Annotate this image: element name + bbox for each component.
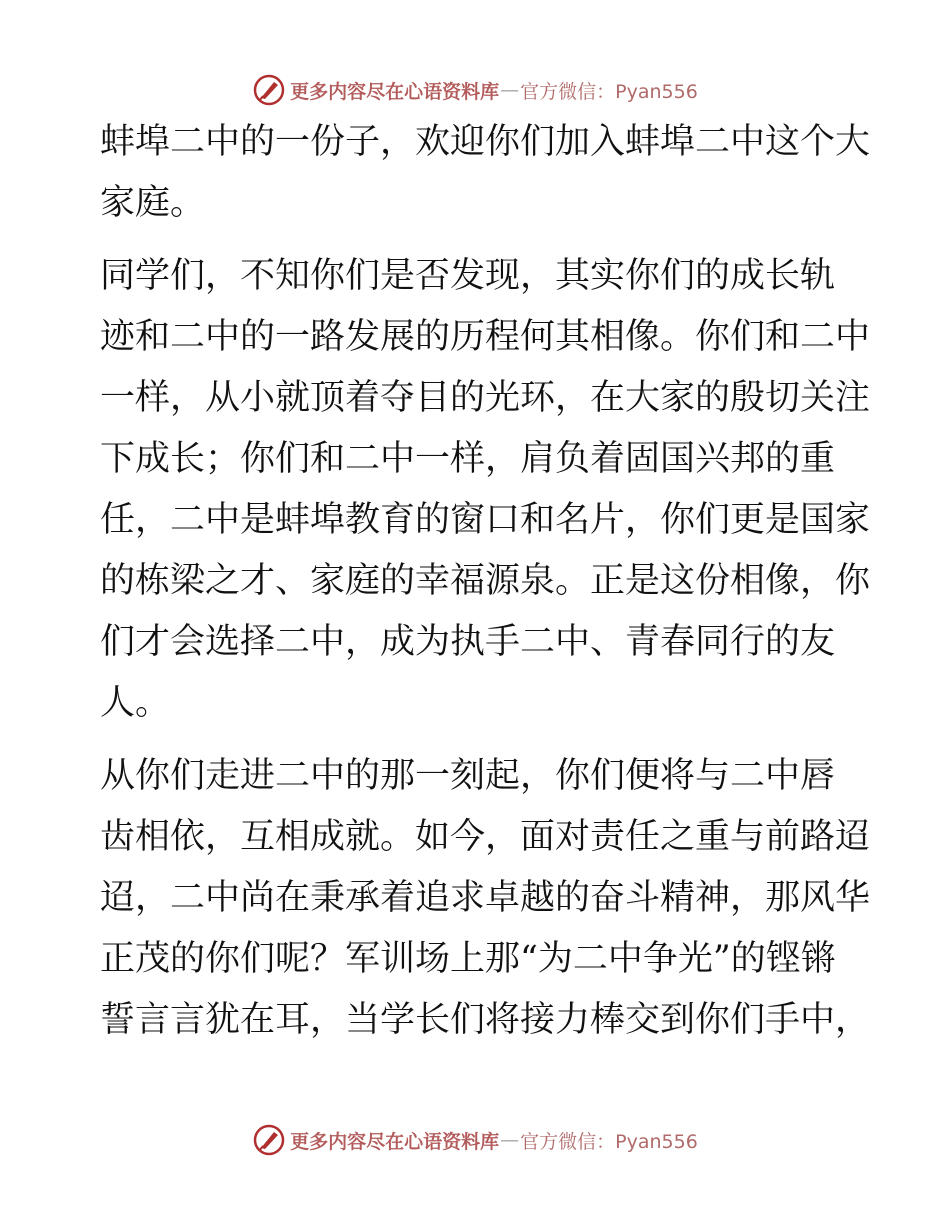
header-separator: — — [500, 79, 520, 101]
paragraph-3 — [100, 746, 871, 1051]
footer-wechat-text: 官方微信：Pyan556 — [520, 1130, 698, 1153]
text-line: 迹和二中的一路发展的历程何其相像。你们和二中 — [100, 317, 871, 357]
footer-banner — [0, 1120, 950, 1160]
header-brand-text: 更多内容尽在心语资料库 — [290, 80, 500, 103]
paragraph-2 — [100, 246, 871, 734]
header-banner — [0, 70, 950, 110]
document-body — [100, 112, 871, 1051]
text-line: 蚌埠二中的一份子，欢迎你们加入蚌埠二中这个大 — [100, 122, 871, 162]
quill-logo-icon — [252, 73, 286, 107]
footer-separator: — — [500, 1129, 520, 1151]
text-line: 誓言言犹在耳，当学长们将接力棒交到你们手中， — [100, 1000, 871, 1040]
text-line: 的栋梁之才、家庭的幸福源泉。正是这份相像，你 — [100, 561, 871, 601]
text-line: 下成长；你们和二中一样，肩负着固国兴邦的重 — [100, 439, 836, 479]
text-line: 人。 — [100, 683, 171, 723]
text-line: 任，二中是蚌埠教育的窗口和名片，你们更是国家 — [100, 500, 871, 540]
text-line: 迢，二中尚在秉承着追求卓越的奋斗精神，那风华 — [100, 878, 871, 918]
header-wechat-text: 官方微信：Pyan556 — [520, 80, 698, 103]
text-line: 一样，从小就顶着夺目的光环，在大家的殷切关注 — [100, 378, 871, 418]
footer-brand-text: 更多内容尽在心语资料库 — [290, 1130, 500, 1153]
text-line: 同学们，不知你们是否发现，其实你们的成长轨 — [100, 256, 836, 296]
text-line: 们才会选择二中，成为执手二中、青春同行的友 — [100, 622, 836, 662]
text-line: 从你们走进二中的那一刻起，你们便将与二中唇 — [100, 756, 836, 796]
text-line: 家庭。 — [100, 183, 206, 223]
paragraph-1 — [100, 112, 871, 234]
text-line: 齿相依，互相成就。如今，面对责任之重与前路迢 — [100, 817, 871, 857]
quill-logo-icon — [252, 1123, 286, 1157]
text-line: 正茂的你们呢？军训场上那“为二中争光”的铿锵 — [100, 939, 836, 979]
